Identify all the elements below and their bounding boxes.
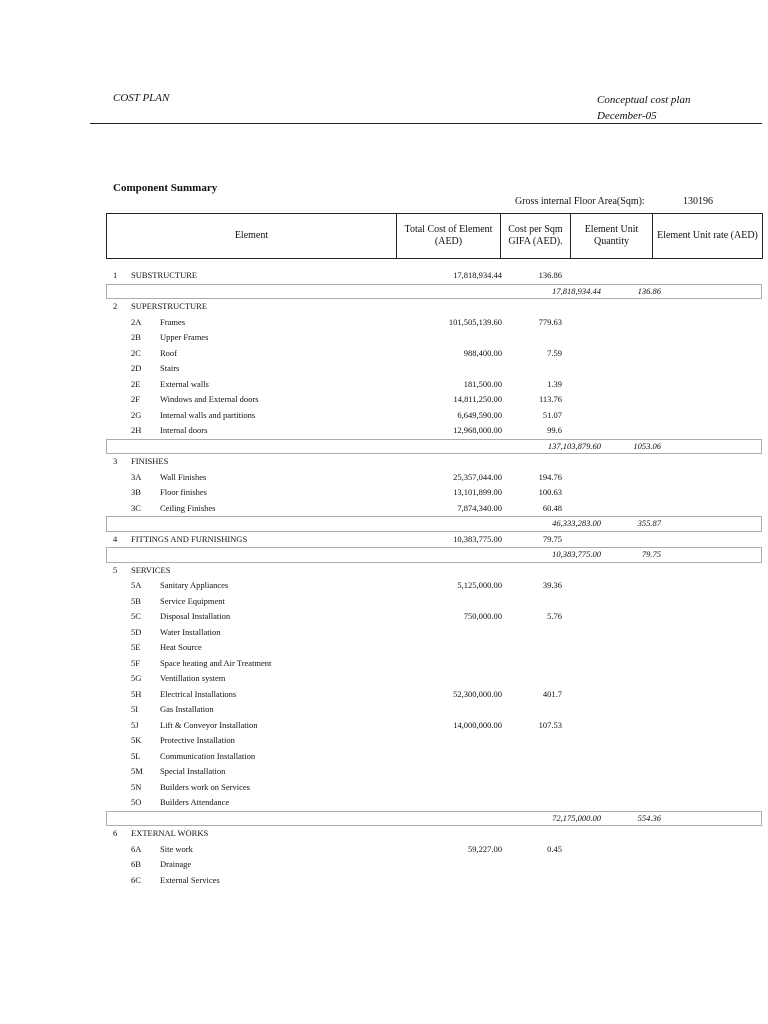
subtotal-row xyxy=(106,516,762,532)
subtotal-row xyxy=(106,439,762,455)
element-code: 5L xyxy=(131,750,141,761)
cost-per-sqm-cell: 401.7 xyxy=(542,688,562,699)
section-name: SUBSTRUCTURE xyxy=(131,270,198,280)
doc-title: COST PLAN xyxy=(113,92,170,104)
element-code: 5F xyxy=(131,657,140,668)
section-row xyxy=(0,299,768,315)
table-row xyxy=(0,795,768,811)
total-cost-cell: 12,968,000.00 xyxy=(453,425,502,435)
total-cost-cell: 72,175,000.00 xyxy=(552,812,601,823)
element-code: 5C xyxy=(131,611,141,621)
table-row xyxy=(0,764,768,780)
element-code: 5J xyxy=(131,719,139,730)
element-code: 2D xyxy=(131,363,142,373)
total-cost-cell: 14,000,000.00 xyxy=(453,719,502,730)
element-name: Heat Source xyxy=(160,642,202,652)
cost-per-sqm-cell: 100.63 xyxy=(538,487,562,497)
element-code: 2H xyxy=(131,425,142,435)
total-cost-cell: 7,874,340.00 xyxy=(457,502,502,513)
doc-date: December-05 xyxy=(597,110,657,122)
element-code: 2B xyxy=(131,332,141,342)
element-name: Gas Installation xyxy=(160,704,214,714)
element-name: Internal doors xyxy=(160,425,208,435)
table-row xyxy=(0,392,768,408)
table-row xyxy=(0,470,768,486)
element-code: 3A xyxy=(131,471,142,482)
cost-per-sqm-cell: 5.76 xyxy=(547,611,562,621)
total-cost-cell: 988,400.00 xyxy=(463,347,502,358)
table-row xyxy=(0,671,768,687)
element-code: 5G xyxy=(131,673,142,683)
col-unit-rate: Element Unit rate (AED) xyxy=(653,214,763,259)
element-code: 5E xyxy=(131,642,141,652)
section-number: 2 xyxy=(113,301,118,311)
subtotal-row xyxy=(106,811,762,827)
subtotal-row xyxy=(106,284,762,300)
total-cost-cell: 59,227.00 xyxy=(468,843,502,854)
element-name: Drainage xyxy=(160,859,192,869)
gifa-value: 130196 xyxy=(683,196,713,207)
table-row xyxy=(0,594,768,610)
element-name: Builders Attendance xyxy=(160,797,230,807)
header-divider xyxy=(90,123,762,124)
total-cost-cell: 17,818,934.44 xyxy=(453,270,502,280)
element-code: 2E xyxy=(131,378,141,389)
table-row xyxy=(0,578,768,594)
total-cost-cell: 14,811,250.00 xyxy=(453,394,502,404)
element-name: Wall Finishes xyxy=(160,471,207,482)
element-name: Roof xyxy=(160,347,177,358)
cost-per-sqm-cell: 779.63 xyxy=(538,316,562,327)
element-name: Upper Frames xyxy=(160,332,209,342)
total-cost-cell: 137,103,879.60 xyxy=(547,440,601,451)
element-code: 5I xyxy=(131,704,139,714)
total-cost-cell: 181,500.00 xyxy=(463,378,502,389)
element-code: 5M xyxy=(131,766,143,776)
element-code: 5H xyxy=(131,688,142,699)
section-number: 5 xyxy=(113,564,118,575)
section-row xyxy=(0,826,768,842)
table-row xyxy=(0,423,768,439)
element-code: 5D xyxy=(131,626,142,637)
element-name: Ceiling Finishes xyxy=(160,502,216,513)
element-code: 2F xyxy=(131,394,140,404)
element-code: 2G xyxy=(131,409,142,420)
element-name: Sanitary Appliances xyxy=(160,580,229,590)
cost-per-sqm-cell: 0.45 xyxy=(547,843,562,854)
section-number: 6 xyxy=(113,828,118,838)
section-name: SERVICES xyxy=(131,564,171,575)
element-name: Service Equipment xyxy=(160,595,225,606)
section-row xyxy=(0,454,768,470)
col-unit-quantity: Element Unit Quantity xyxy=(571,214,653,259)
total-cost-cell: 25,357,044.00 xyxy=(453,471,502,482)
table-row xyxy=(0,315,768,331)
total-cost-cell: 6,649,590.00 xyxy=(457,409,502,420)
element-name: Frames xyxy=(160,316,186,327)
section-number: 4 xyxy=(113,533,118,544)
table-row xyxy=(0,687,768,703)
element-code: 5N xyxy=(131,781,142,792)
element-name: Ventillation system xyxy=(160,673,226,683)
total-cost-cell: 10,383,775.00 xyxy=(453,533,502,544)
element-name: Space heating and Air Treatment xyxy=(160,657,272,668)
cost-per-sqm-cell: 113.76 xyxy=(538,394,562,404)
element-code: 5B xyxy=(131,595,141,606)
section-number: 3 xyxy=(113,456,118,466)
cost-per-sqm-cell: 99.6 xyxy=(547,425,562,435)
table-row xyxy=(0,485,768,501)
element-name: Site work xyxy=(160,843,193,854)
element-code: 6C xyxy=(131,874,141,885)
table-row xyxy=(0,733,768,749)
table-row xyxy=(0,330,768,346)
table-header xyxy=(106,213,763,259)
section-name: SUPERSTRUCTURE xyxy=(131,301,208,311)
element-name: Water Installation xyxy=(160,626,221,637)
section-name: FINISHES xyxy=(131,456,169,466)
col-element: Element xyxy=(107,214,397,259)
element-name: Special Installation xyxy=(160,766,226,776)
element-code: 6B xyxy=(131,859,141,869)
element-code: 5O xyxy=(131,797,142,807)
col-total-cost: Total Cost of Element (AED) xyxy=(397,214,501,259)
element-name: External Services xyxy=(160,874,220,885)
table-row xyxy=(0,625,768,641)
total-cost-cell: 46,333,283.00 xyxy=(552,518,601,528)
total-cost-cell: 13,101,899.00 xyxy=(453,487,502,497)
doc-subtitle xyxy=(597,92,691,124)
cost-per-sqm-cell: 79.75 xyxy=(542,533,562,544)
section-row xyxy=(0,563,768,579)
element-code: 3B xyxy=(131,487,141,497)
element-name: Disposal Installation xyxy=(160,611,231,621)
table-row xyxy=(0,361,768,377)
element-code: 5K xyxy=(131,735,142,745)
cost-per-sqm-cell: 1053.06 xyxy=(633,440,661,451)
total-cost-cell: 5,125,000.00 xyxy=(457,580,502,590)
total-cost-cell: 52,300,000.00 xyxy=(453,688,502,699)
total-cost-cell: 10,383,775.00 xyxy=(552,549,601,559)
table-row xyxy=(0,718,768,734)
element-name: Windows and External doors xyxy=(160,394,259,404)
cost-per-sqm-cell: 60.48 xyxy=(542,502,562,513)
element-code: 6A xyxy=(131,843,142,854)
element-code: 2C xyxy=(131,347,141,358)
element-name: Floor finishes xyxy=(160,487,207,497)
doc-subtitle-line1: Conceptual cost plan xyxy=(597,94,691,106)
cost-per-sqm-cell: 79.75 xyxy=(641,549,661,559)
element-name: Electrical Installations xyxy=(160,688,237,699)
cost-per-sqm-cell: 39.36 xyxy=(542,580,562,590)
cost-per-sqm-cell: 51.07 xyxy=(542,409,562,420)
table-row xyxy=(0,377,768,393)
element-name: Protective Installation xyxy=(160,735,235,745)
table-row xyxy=(0,873,768,889)
table-row xyxy=(0,749,768,765)
section-row xyxy=(0,268,768,284)
element-name: Communication Installation xyxy=(160,750,256,761)
table-row xyxy=(0,780,768,796)
cost-per-sqm-cell: 107.53 xyxy=(538,719,562,730)
element-name: External walls xyxy=(160,378,209,389)
table-row xyxy=(0,346,768,362)
cost-per-sqm-cell: 1.39 xyxy=(547,378,562,389)
table-row xyxy=(0,609,768,625)
total-cost-cell: 17,818,934.44 xyxy=(552,285,601,296)
total-cost-cell: 750,000.00 xyxy=(463,611,502,621)
cost-table-body xyxy=(0,268,768,888)
gifa-label: Gross internal Floor Area(Sqm): xyxy=(515,196,645,207)
cost-per-sqm-cell: 554.36 xyxy=(637,812,661,823)
table-row xyxy=(0,656,768,672)
total-cost-cell: 101,505,139.60 xyxy=(448,316,502,327)
element-code: 5A xyxy=(131,580,142,590)
element-name: Internal walls and partitions xyxy=(160,409,256,420)
table-row xyxy=(0,640,768,656)
element-name: Stairs xyxy=(160,363,180,373)
col-cost-per-sqm: Cost per Sqm GIFA (AED). xyxy=(501,214,571,259)
cost-per-sqm-cell: 136.86 xyxy=(538,270,562,280)
cost-per-sqm-cell: 7.59 xyxy=(547,347,562,358)
table-row xyxy=(0,842,768,858)
cost-per-sqm-cell: 136.86 xyxy=(637,285,661,296)
section-row xyxy=(0,532,768,548)
section-number: 1 xyxy=(113,270,118,280)
table-row xyxy=(0,857,768,873)
table-row xyxy=(0,702,768,718)
section-name: EXTERNAL WORKS xyxy=(131,828,209,838)
element-name: Builders work on Services xyxy=(160,781,250,792)
table-row xyxy=(0,408,768,424)
section-title: Component Summary xyxy=(113,182,218,194)
section-name: FITTINGS AND FURNISHINGS xyxy=(131,533,248,544)
element-code: 3C xyxy=(131,502,141,513)
cost-per-sqm-cell: 355.87 xyxy=(637,518,661,528)
subtotal-row xyxy=(106,547,762,563)
element-name: Lift & Conveyor Installation xyxy=(160,719,258,730)
element-code: 2A xyxy=(131,316,142,327)
cost-per-sqm-cell: 194.76 xyxy=(538,471,562,482)
table-row xyxy=(0,501,768,517)
